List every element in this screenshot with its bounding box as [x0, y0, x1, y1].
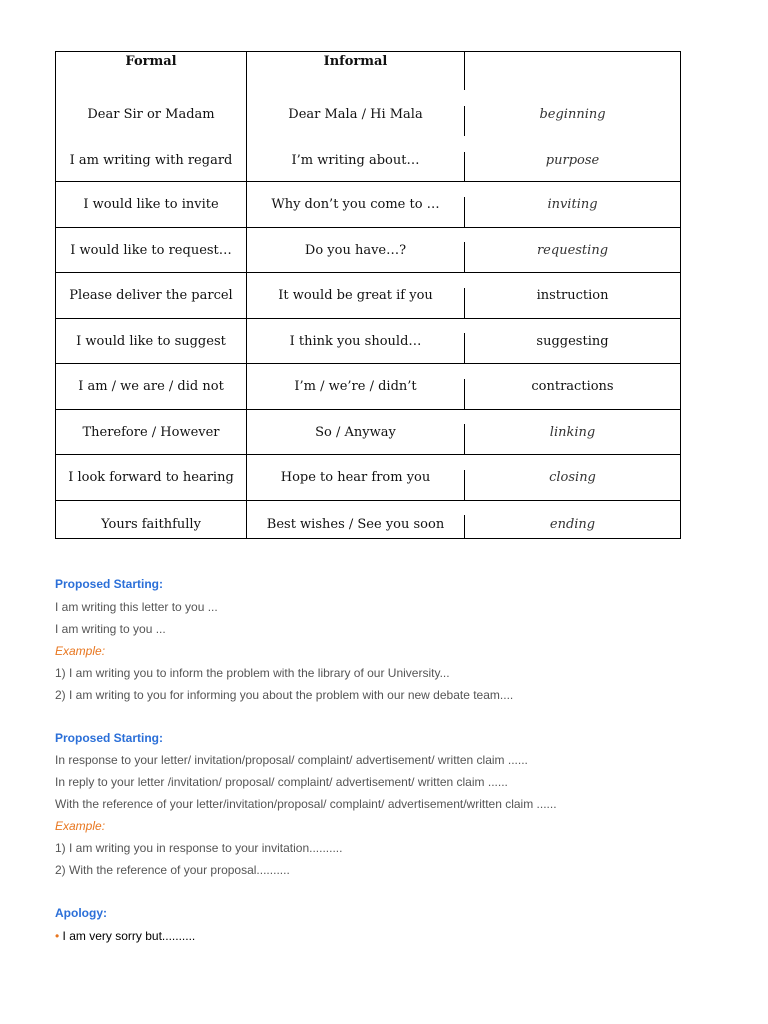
- function-cell: inviting: [547, 197, 598, 212]
- formal-cell: I would like to request…: [70, 243, 232, 258]
- formal-cell: I would like to invite: [83, 197, 219, 212]
- table-row: [56, 501, 680, 538]
- function-cell: suggesting: [536, 334, 609, 349]
- phrase-line: In response to your letter/ invitation/proposal/ complaint/ advertisement/ written claim ......: [55, 753, 528, 767]
- example-label: Example:: [55, 819, 106, 833]
- informal-cell: Dear Mala / Hi Mala: [288, 107, 423, 122]
- function-cell: purpose: [545, 153, 600, 168]
- example-line: 1) I am writing you in response to your invitation..........: [55, 841, 343, 855]
- formal-cell: Yours faithfully: [101, 517, 201, 532]
- list-item: [55, 929, 195, 943]
- phrase-line: I am writing to you ...: [55, 622, 166, 636]
- phrases-table: [55, 51, 681, 539]
- function-cell: instruction: [536, 288, 609, 303]
- formal-cell: I look forward to hearing: [68, 470, 234, 485]
- formal-cell: I am / we are / did not: [78, 379, 224, 394]
- function-cell: closing: [549, 470, 596, 485]
- example-line: 1) I am writing you to inform the problem with the library of our University...: [55, 666, 450, 680]
- informal-cell: I think you should…: [289, 334, 422, 349]
- header-informal: Informal: [323, 54, 388, 69]
- informal-cell: I’m / we’re / didn’t: [294, 379, 417, 394]
- function-cell: beginning: [539, 107, 606, 122]
- informal-cell: Best wishes / See you soon: [266, 517, 445, 532]
- section-heading: Proposed Starting:: [55, 731, 164, 745]
- phrase-line: I am writing this letter to you ...: [55, 600, 218, 614]
- table-row: [56, 364, 680, 410]
- informal-cell: It would be great if you: [278, 288, 433, 303]
- informal-cell: Why don’t you come to …: [271, 197, 440, 212]
- formal-cell: Therefore / However: [82, 425, 220, 440]
- function-cell: linking: [549, 425, 596, 440]
- informal-cell: So / Anyway: [315, 425, 396, 440]
- function-cell: contractions: [531, 379, 614, 394]
- formal-cell: Please deliver the parcel: [69, 288, 233, 303]
- example-line: 2) With the reference of your proposal..........: [55, 863, 290, 877]
- phrase-line: In reply to your letter /invitation/ proposal/ complaint/ advertisement/ written claim ......: [55, 775, 508, 789]
- table-row: [56, 52, 680, 182]
- informal-cell: Do you have…?: [304, 243, 407, 258]
- function-cell: ending: [549, 517, 596, 532]
- table-row: [56, 182, 680, 228]
- list-item-text: I am very sorry but..........: [62, 929, 196, 943]
- example-label: Example:: [55, 644, 106, 658]
- table-row: [56, 319, 680, 364]
- example-line: 2) I am writing to you for informing you about the problem with our new debate team....: [55, 688, 514, 702]
- bullet-icon: •: [55, 929, 60, 943]
- function-cell: requesting: [536, 243, 609, 258]
- formal-cell: Dear Sir or Madam: [87, 107, 215, 122]
- formal-cell: I would like to suggest: [76, 334, 226, 349]
- table-row: [56, 410, 680, 455]
- table-row: [56, 273, 680, 319]
- table-row: [56, 228, 680, 273]
- header-formal: Formal: [125, 54, 177, 69]
- phrase-line: With the reference of your letter/invitation/proposal/ complaint/ advertisement/written claim ......: [55, 797, 557, 811]
- informal-cell: I’m writing about…: [291, 153, 420, 168]
- section-heading: Proposed Starting:: [55, 577, 164, 591]
- section-heading: Apology:: [55, 906, 107, 920]
- formal-cell: I am writing with regard: [69, 153, 233, 168]
- table-row: [56, 455, 680, 501]
- informal-cell: Hope to hear from you: [280, 470, 431, 485]
